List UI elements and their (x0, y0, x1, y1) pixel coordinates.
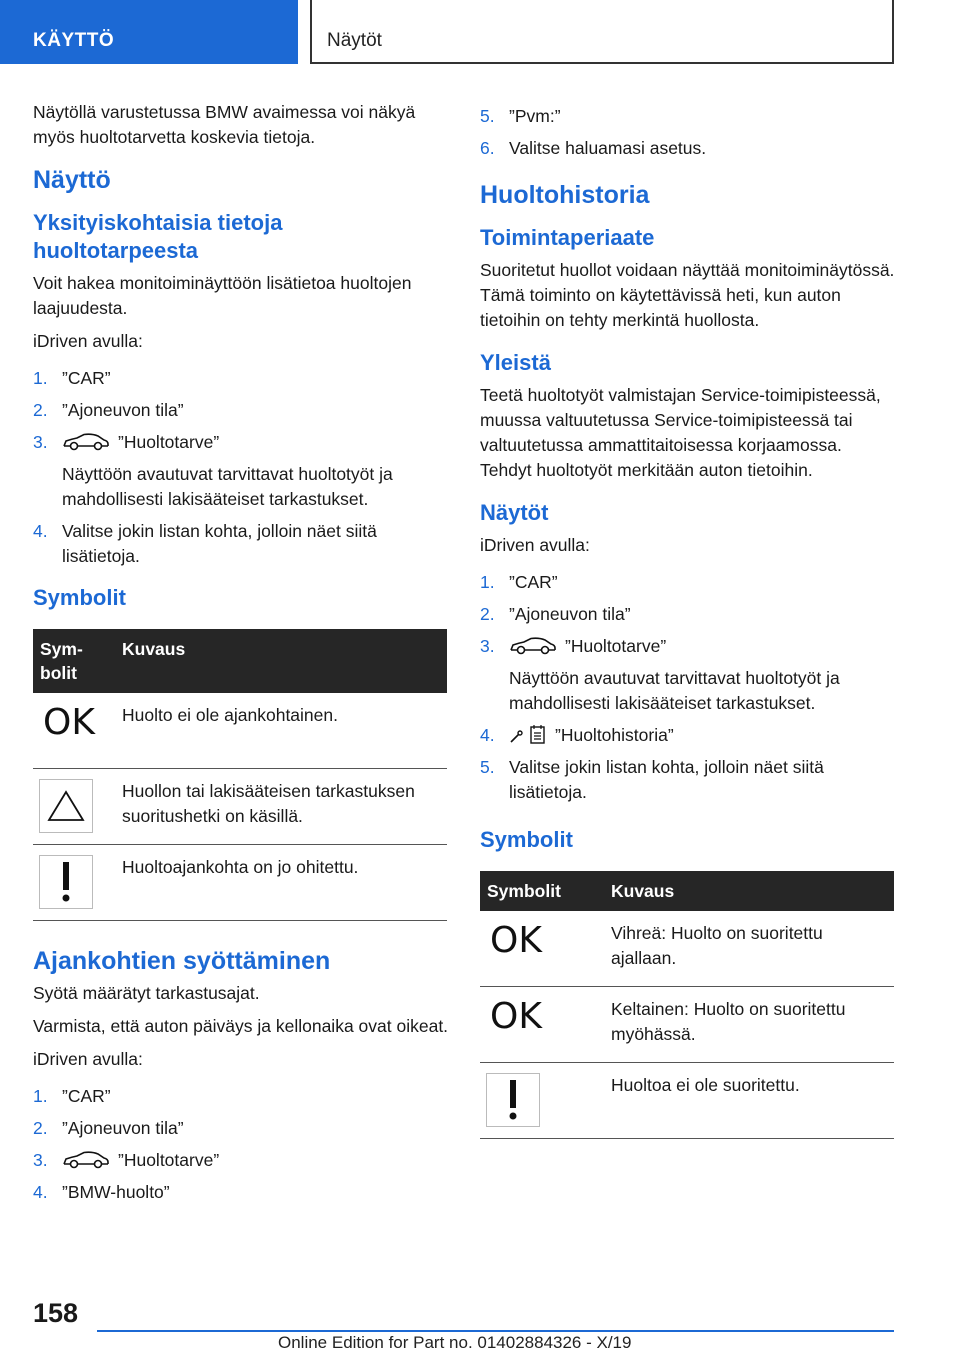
symbol-table-2 (480, 871, 894, 1139)
left-column (33, 100, 449, 1212)
footer-edition: Online Edition for Part no. 01402884326 - X/19 (278, 1333, 632, 1352)
section-tab (0, 0, 298, 64)
footer-divider (97, 1330, 894, 1332)
steps-list-3 (480, 570, 896, 805)
right-column (480, 104, 896, 1147)
heading-naytto: Näyttö (33, 166, 111, 194)
list-item: 5. Valitse jokin listan kohta, jolloin näet siitä lisätietoja. (480, 757, 824, 802)
paragraph-toim: Suoritetut huollot voidaan näyttää monitoiminäytössä. Tämä toiminto on käytettävissä heti, kun auton tietoihin on tehty merkintä huollosta. (480, 260, 895, 330)
exclamation-icon (486, 1073, 540, 1127)
list-item: 2. ”Ajoneuvon tila” (33, 1118, 184, 1138)
steps-list-cont (480, 104, 896, 161)
list-item: 2. ”Ajoneuvon tila” (33, 400, 184, 420)
table-row: Huollon tai lakisääteisen tarkastuksen suoritushetki on käsillä. (33, 769, 447, 845)
heading-toimintaperiaate: Toimintaperiaate (480, 225, 655, 250)
ok-icon: OK (490, 996, 542, 1037)
steps-list (33, 366, 449, 569)
list-item: 4. ”Huoltohistoria” (480, 725, 674, 745)
list-item: 3. ”Huoltotarve” Näyttöön avautuvat tarvittavat huoltotyöt ja mahdollisesti lakisääteiset tarkastukset. (480, 636, 840, 713)
list-item: 2. ”Ajoneuvon tila” (480, 604, 631, 624)
paragraph-syota: Syötä määrätyt tarkastusajat. (33, 983, 260, 1003)
heading-symbolit: Symbolit (33, 585, 126, 610)
paragraph-varmista: Varmista, että auton päiväys ja kellonaika ovat oikeat. (33, 1016, 449, 1036)
chapter-title: Näytöt (327, 30, 382, 51)
list-item: 4. ”BMW-huolto” (33, 1182, 170, 1202)
heading-details: Yksityiskohtaisia tietoja huoltotarpeesta (33, 210, 283, 263)
table-row: OK Huolto ei ole ajankohtainen. (33, 693, 447, 769)
table-row: OK Vihreä: Huolto on suoritettu ajallaan. (480, 911, 894, 987)
exclamation-icon (39, 855, 93, 909)
paragraph-yleista: Teetä huoltotyöt valmistajan Service-toimipisteessä, muussa valtuutetussa Service-toimipisteessä tai valtuutetussa ammattitaitoisessa korjaamossa. Tehdyt huoltotyöt merkitään auton tietoihin. (480, 385, 881, 480)
page-number: 158 (33, 1298, 79, 1328)
list-item: 3. ”Huoltotarve” (33, 1150, 220, 1170)
table-row: Huoltoajankohta on jo ohitettu. (33, 845, 447, 921)
list-item: 1. ”CAR” (33, 1086, 111, 1106)
table-header: Kuvaus (115, 629, 447, 693)
car-icon (62, 1151, 110, 1169)
ok-icon: OK (490, 920, 542, 961)
heading-naytot: Näytöt (480, 500, 549, 525)
list-item: 5. ”Pvm:” (480, 106, 561, 126)
symbol-table (33, 629, 447, 921)
list-item: 3. ”Huoltotarve” Näyttöön avautuvat tarvittavat huoltotyöt ja mahdollisesti lakisääteiset tarkastukset. (33, 432, 393, 509)
paragraph-idrive: iDriven avulla: (480, 535, 590, 555)
list-item: 4. Valitse jokin listan kohta, jolloin näet siitä lisätietoja. (33, 521, 377, 566)
paragraph-idrive: iDriven avulla: (33, 331, 143, 351)
service-history-icon (509, 724, 547, 744)
chapter-tab (310, 0, 894, 64)
table-row: Huoltoa ei ole suoritettu. (480, 1063, 894, 1139)
steps-list-2 (33, 1084, 449, 1205)
car-icon (62, 433, 110, 451)
heading-ajankohtien: Ajankohtien syöttäminen (33, 947, 331, 975)
table-header: Sym-bolit (33, 629, 115, 693)
heading-yleista: Yleistä (480, 350, 551, 375)
paragraph-idrive2: iDriven avulla: (33, 1049, 143, 1069)
heading-huoltohistoria: Huoltohistoria (480, 181, 650, 209)
heading-symbolit-2: Symbolit (480, 827, 573, 852)
table-row: OK Keltainen: Huolto on suoritettu myöhässä. (480, 987, 894, 1063)
intro-text: Näytöllä varustetussa BMW avaimessa voi näkyä myös huoltotarvetta koskevia tietoja. (33, 102, 416, 147)
list-item: 6. Valitse haluamasi asetus. (480, 138, 707, 158)
table-header: Symbolit (480, 871, 604, 911)
warning-triangle-icon (39, 779, 93, 833)
list-item: 1. ”CAR” (33, 368, 111, 388)
ok-icon: OK (43, 702, 95, 743)
car-icon (509, 637, 557, 655)
list-item: 1. ”CAR” (480, 572, 558, 592)
section-title: KÄYTTÖ (33, 30, 115, 51)
paragraph-voit: Voit hakea monitoiminäyttöön lisätietoa huoltojen laajuudesta. (33, 273, 412, 318)
table-header: Kuvaus (604, 871, 894, 911)
